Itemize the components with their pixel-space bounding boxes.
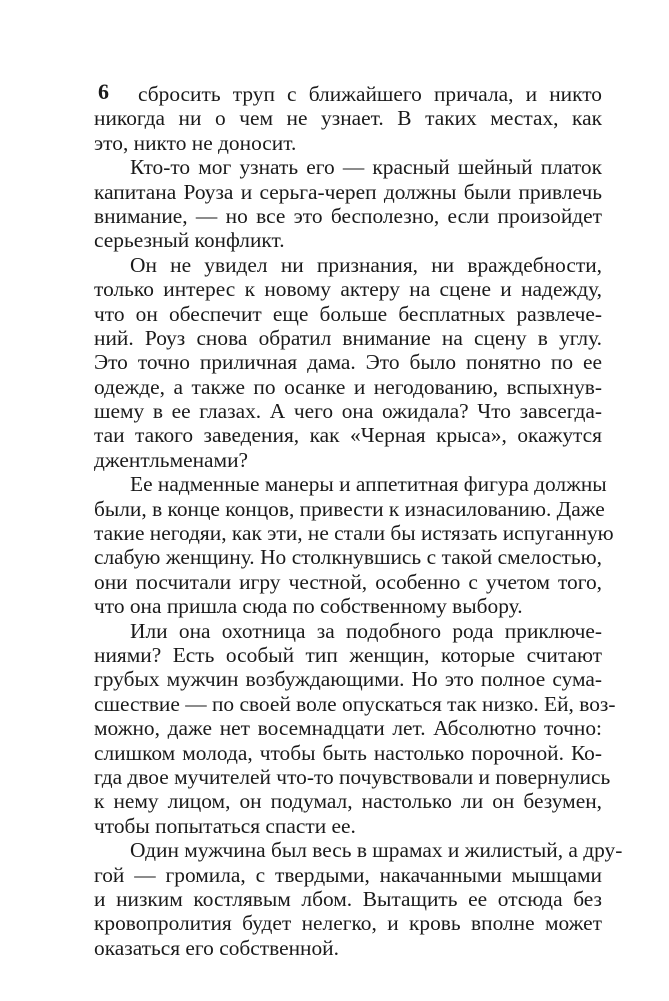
text-line: это, никто не доносит. <box>94 130 297 155</box>
text-line: были, в конце концов, привести к изнасилованию. Даже <box>94 496 605 521</box>
text-line: гой — громила, с твердыми, накачанными мышцами <box>94 862 602 887</box>
text-line: шему в ее глазах. А чего она ожидала? Что завсегда- <box>94 399 602 424</box>
paragraph <box>94 472 614 619</box>
body-text <box>94 82 623 960</box>
text-line: оказаться его собственной. <box>94 935 339 960</box>
text-line: грубых мужчин возбуждающими. Но это полное сума- <box>94 667 602 692</box>
text-line: Один мужчина был весь в шрамах и жилистый, а дру- <box>130 838 623 863</box>
text-line: Это точно приличная дама. Это было понятно по ее <box>94 350 602 375</box>
text-line: такие негодяи, как эти, не стали бы истязать испуганную <box>94 521 614 546</box>
text-line: Кто-то мог узнать его — красный шейный платок <box>130 155 602 180</box>
text-line: сшествие — по своей воле опускаться так низко. Ей, воз- <box>94 691 616 716</box>
paragraph <box>94 618 616 839</box>
text-line: и низким костлявым лбом. Вытащить ее отсюда без <box>94 886 602 911</box>
text-line: капитана Роуза и серьга-череп должны были привлечь <box>94 179 602 204</box>
text-line: Ее надменные манеры и аппетитная фигура должны <box>130 472 607 497</box>
text-line: Он не увидел ни признания, ни враждебности, <box>130 252 602 277</box>
paragraph <box>94 253 602 473</box>
text-line: джентльменами? <box>94 447 249 472</box>
text-line: только интерес к новому актеру на сцене и надежду, <box>94 277 602 302</box>
text-line: чтобы попытаться спасти ее. <box>94 813 356 838</box>
page-number: 6 <box>98 79 109 104</box>
text-line: Или она охотница за подобного рода приключе- <box>130 618 602 643</box>
text-line: одежде, а также по осанке и негодованию, вспыхнув- <box>94 374 602 399</box>
text-line: кровопролития будет нелегко, и кровь вполне может <box>94 911 602 936</box>
text-line: они посчитали игру честной, особенно с учетом того, <box>94 569 602 594</box>
text-line: таи такого заведения, как «Черная крыса», окажутся <box>94 423 602 448</box>
paragraph <box>94 838 623 960</box>
text-line: к нему лицом, он подумал, настолько ли он безумен, <box>94 789 602 814</box>
text-line: слишком молода, чтобы быть настолько порочной. Ко- <box>94 740 602 765</box>
text-line: ниями? Есть особый тип женщин, которые считают <box>94 642 602 667</box>
text-line: можно, даже нет восемнадцати лет. Абсолютно точно: <box>94 716 602 741</box>
text-line: сбросить труп с ближайшего причала, и никто <box>138 82 602 106</box>
text-line: ний. Роуз снова обратил внимание на сцену в углу. <box>94 325 602 350</box>
text-line: гда двое мучителей что-то почувствовали и повернулись <box>94 764 611 789</box>
text-line: слабую женщину. Но столкнувшись с такой смелостью, <box>94 545 602 570</box>
text-line: серьезный конфликт. <box>94 228 285 253</box>
text-line: что она пришла сюда по собственному выбору. <box>94 594 523 619</box>
paragraph <box>94 82 602 155</box>
text-line: что он обеспечит еще больше бесплатных развлече- <box>94 301 602 326</box>
text-line: никогда ни о чем не узнает. В таких местах, как <box>94 106 602 131</box>
text-line: внимание, — но все это бесполезно, если произойдет <box>94 203 602 228</box>
paragraph <box>94 155 602 253</box>
